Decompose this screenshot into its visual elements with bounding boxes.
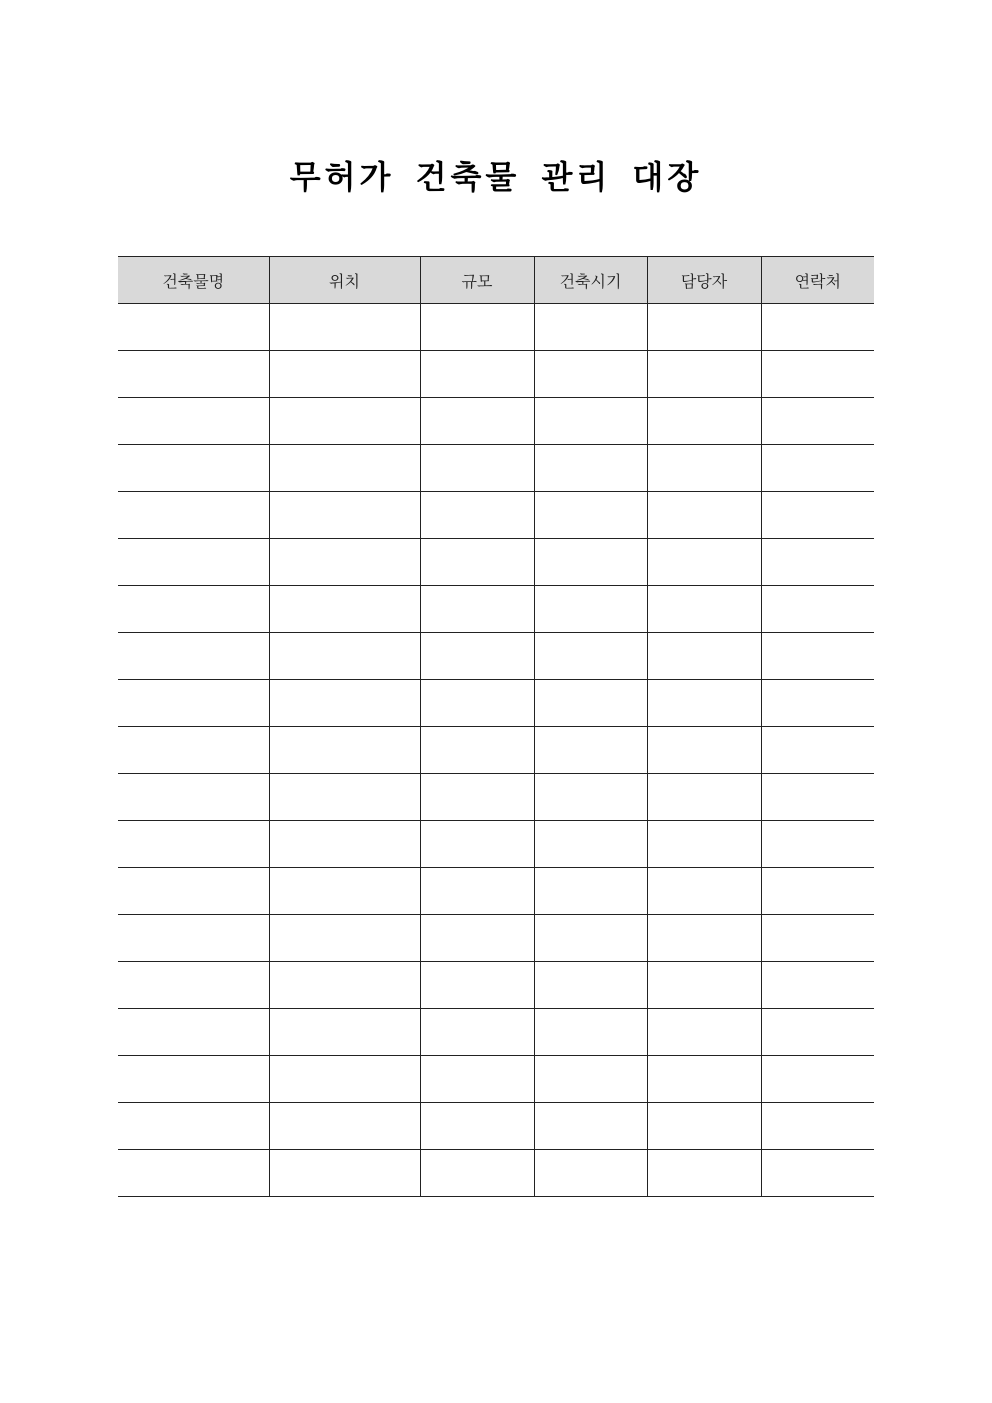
cell-scale[interactable] [420, 1150, 534, 1197]
cell-manager[interactable] [647, 1056, 761, 1103]
cell-building-name[interactable] [118, 915, 269, 962]
cell-location[interactable] [269, 821, 420, 868]
cell-scale[interactable] [420, 727, 534, 774]
cell-scale[interactable] [420, 1056, 534, 1103]
cell-construction-date[interactable] [534, 586, 647, 633]
cell-construction-date[interactable] [534, 1056, 647, 1103]
header-manager: 담당자 [647, 257, 761, 304]
header-location: 위치 [269, 257, 420, 304]
table-row [118, 539, 874, 586]
cell-contact[interactable] [761, 680, 874, 727]
cell-construction-date[interactable] [534, 633, 647, 680]
cell-scale[interactable] [420, 1103, 534, 1150]
cell-contact[interactable] [761, 304, 874, 351]
table-row [118, 962, 874, 1009]
cell-contact[interactable] [761, 1103, 874, 1150]
cell-manager[interactable] [647, 398, 761, 445]
cell-building-name[interactable] [118, 727, 269, 774]
table-header-row [118, 257, 874, 304]
table-row [118, 915, 874, 962]
cell-building-name[interactable] [118, 774, 269, 821]
table-row [118, 398, 874, 445]
cell-scale[interactable] [420, 351, 534, 398]
table-row [118, 445, 874, 492]
cell-location[interactable] [269, 915, 420, 962]
cell-contact[interactable] [761, 351, 874, 398]
cell-building-name[interactable] [118, 398, 269, 445]
header-scale: 규모 [420, 257, 534, 304]
cell-manager[interactable] [647, 351, 761, 398]
table-row [118, 586, 874, 633]
cell-building-name[interactable] [118, 821, 269, 868]
cell-construction-date[interactable] [534, 304, 647, 351]
cell-scale[interactable] [420, 962, 534, 1009]
page-title: 무허가 건축물 관리 대장 [289, 158, 703, 197]
cell-location[interactable] [269, 351, 420, 398]
cell-location[interactable] [269, 633, 420, 680]
cell-construction-date[interactable] [534, 539, 647, 586]
cell-manager[interactable] [647, 868, 761, 915]
cell-building-name[interactable] [118, 492, 269, 539]
cell-contact[interactable] [761, 1150, 874, 1197]
cell-contact[interactable] [761, 868, 874, 915]
cell-location[interactable] [269, 304, 420, 351]
table-row [118, 633, 874, 680]
header-construction-date: 건축시기 [534, 257, 647, 304]
cell-manager[interactable] [647, 1150, 761, 1197]
cell-manager[interactable] [647, 680, 761, 727]
cell-construction-date[interactable] [534, 445, 647, 492]
cell-location[interactable] [269, 539, 420, 586]
cell-scale[interactable] [420, 1009, 534, 1056]
table-row [118, 774, 874, 821]
cell-construction-date[interactable] [534, 680, 647, 727]
cell-contact[interactable] [761, 492, 874, 539]
cell-scale[interactable] [420, 774, 534, 821]
cell-manager[interactable] [647, 304, 761, 351]
cell-contact[interactable] [761, 962, 874, 1009]
cell-manager[interactable] [647, 492, 761, 539]
cell-contact[interactable] [761, 774, 874, 821]
cell-construction-date[interactable] [534, 962, 647, 1009]
cell-contact[interactable] [761, 1056, 874, 1103]
cell-location[interactable] [269, 1103, 420, 1150]
header-building-name: 건축물명 [118, 257, 269, 304]
cell-construction-date[interactable] [534, 868, 647, 915]
cell-contact[interactable] [761, 1009, 874, 1056]
cell-manager[interactable] [647, 962, 761, 1009]
cell-building-name[interactable] [118, 586, 269, 633]
table-row [118, 821, 874, 868]
cell-scale[interactable] [420, 539, 534, 586]
cell-building-name[interactable] [118, 539, 269, 586]
cell-manager[interactable] [647, 586, 761, 633]
cell-construction-date[interactable] [534, 821, 647, 868]
cell-location[interactable] [269, 1009, 420, 1056]
table-row [118, 868, 874, 915]
table-row [118, 1103, 874, 1150]
cell-manager[interactable] [647, 445, 761, 492]
cell-building-name[interactable] [118, 351, 269, 398]
cell-contact[interactable] [761, 915, 874, 962]
cell-construction-date[interactable] [534, 1150, 647, 1197]
cell-contact[interactable] [761, 539, 874, 586]
table-row [118, 727, 874, 774]
cell-scale[interactable] [420, 821, 534, 868]
cell-building-name[interactable] [118, 445, 269, 492]
cell-scale[interactable] [420, 586, 534, 633]
cell-location[interactable] [269, 680, 420, 727]
cell-construction-date[interactable] [534, 727, 647, 774]
table-row [118, 680, 874, 727]
cell-building-name[interactable] [118, 1009, 269, 1056]
cell-location[interactable] [269, 1056, 420, 1103]
cell-construction-date[interactable] [534, 1103, 647, 1150]
cell-construction-date[interactable] [534, 351, 647, 398]
cell-scale[interactable] [420, 398, 534, 445]
table-row [118, 351, 874, 398]
cell-contact[interactable] [761, 727, 874, 774]
cell-location[interactable] [269, 492, 420, 539]
cell-building-name[interactable] [118, 868, 269, 915]
cell-location[interactable] [269, 868, 420, 915]
cell-building-name[interactable] [118, 1150, 269, 1197]
cell-location[interactable] [269, 727, 420, 774]
cell-scale[interactable] [420, 680, 534, 727]
cell-manager[interactable] [647, 727, 761, 774]
cell-manager[interactable] [647, 633, 761, 680]
table-row [118, 1056, 874, 1103]
cell-location[interactable] [269, 1150, 420, 1197]
table-row [118, 304, 874, 351]
cell-contact[interactable] [761, 398, 874, 445]
cell-manager[interactable] [647, 774, 761, 821]
cell-scale[interactable] [420, 915, 534, 962]
cell-construction-date[interactable] [534, 915, 647, 962]
building-register-table [118, 256, 874, 1197]
cell-building-name[interactable] [118, 680, 269, 727]
cell-building-name[interactable] [118, 962, 269, 1009]
cell-construction-date[interactable] [534, 492, 647, 539]
cell-location[interactable] [269, 586, 420, 633]
table-body [118, 304, 874, 1197]
cell-construction-date[interactable] [534, 1009, 647, 1056]
table-row [118, 1150, 874, 1197]
cell-contact[interactable] [761, 445, 874, 492]
cell-location[interactable] [269, 398, 420, 445]
cell-manager[interactable] [647, 915, 761, 962]
header-contact: 연락처 [761, 257, 874, 304]
cell-building-name[interactable] [118, 1056, 269, 1103]
cell-scale[interactable] [420, 868, 534, 915]
cell-building-name[interactable] [118, 1103, 269, 1150]
cell-manager[interactable] [647, 539, 761, 586]
cell-building-name[interactable] [118, 304, 269, 351]
table-row [118, 1009, 874, 1056]
cell-location[interactable] [269, 774, 420, 821]
cell-contact[interactable] [761, 633, 874, 680]
cell-building-name[interactable] [118, 633, 269, 680]
table-row [118, 492, 874, 539]
cell-contact[interactable] [761, 586, 874, 633]
cell-scale[interactable] [420, 633, 534, 680]
cell-contact[interactable] [761, 821, 874, 868]
cell-manager[interactable] [647, 1009, 761, 1056]
cell-construction-date[interactable] [534, 774, 647, 821]
cell-scale[interactable] [420, 492, 534, 539]
cell-manager[interactable] [647, 821, 761, 868]
cell-scale[interactable] [420, 304, 534, 351]
cell-location[interactable] [269, 962, 420, 1009]
cell-location[interactable] [269, 445, 420, 492]
cell-construction-date[interactable] [534, 398, 647, 445]
cell-manager[interactable] [647, 1103, 761, 1150]
cell-scale[interactable] [420, 445, 534, 492]
